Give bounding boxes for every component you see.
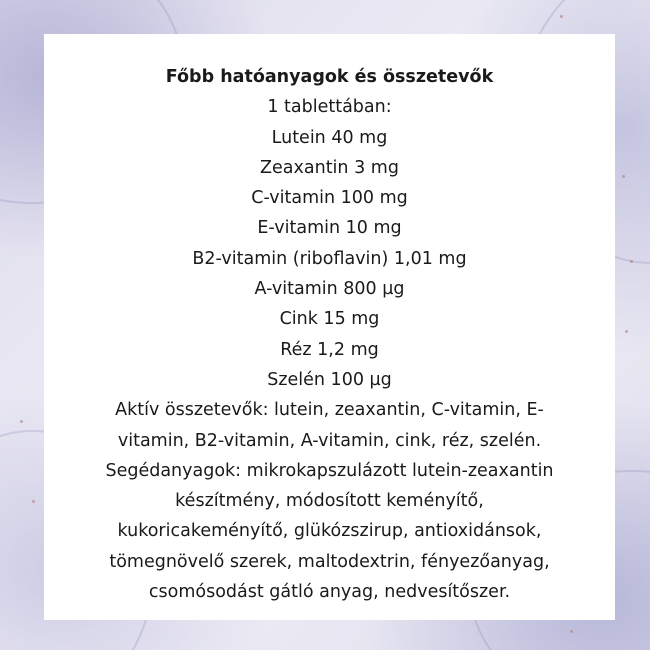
text-line: vitamin, B2-vitamin, A-vitamin, cink, réz, szelén. bbox=[117, 430, 542, 451]
glitter-speck bbox=[20, 420, 23, 423]
text-line: C-vitamin 100 mg bbox=[251, 188, 408, 209]
glitter-speck bbox=[622, 175, 625, 178]
text-line: Cink 15 mg bbox=[279, 309, 380, 330]
text-line: kukoricakeményítő, glükózszirup, antioxidánsok, bbox=[117, 521, 542, 542]
text-line: készítmény, módosított keményítő, bbox=[175, 491, 484, 512]
text-line: A-vitamin 800 µg bbox=[254, 279, 405, 300]
text-line: Segédanyagok: mikrokapszulázott lutein-zeaxantin bbox=[105, 460, 554, 481]
text-line: 1 tablettában: bbox=[267, 97, 392, 118]
glitter-speck bbox=[570, 630, 573, 633]
glitter-speck bbox=[560, 15, 563, 18]
text-line: E-vitamin 10 mg bbox=[257, 218, 402, 239]
ingredients-heading: Főbb hatóanyagok és összetevők bbox=[165, 67, 494, 87]
ingredients-card bbox=[44, 34, 615, 620]
text-line: csomósodást gátló anyag, nedvesítőszer. bbox=[148, 582, 511, 603]
text-line: Lutein 40 mg bbox=[271, 127, 388, 148]
text-line: Réz 1,2 mg bbox=[280, 339, 379, 360]
ingredients-text bbox=[44, 62, 615, 607]
text-line: Zeaxantin 3 mg bbox=[260, 157, 399, 178]
glitter-speck bbox=[32, 500, 35, 503]
text-line: B2-vitamin (riboflavin) 1,01 mg bbox=[192, 248, 467, 269]
text-line: Szelén 100 µg bbox=[267, 369, 392, 390]
text-line: Aktív összetevők: lutein, zeaxantin, C-vitamin, E- bbox=[115, 400, 544, 421]
glitter-speck bbox=[625, 330, 628, 333]
text-line: tömegnövelő szerek, maltodextrin, fényezőanyag, bbox=[109, 551, 550, 572]
glitter-speck bbox=[630, 260, 633, 263]
